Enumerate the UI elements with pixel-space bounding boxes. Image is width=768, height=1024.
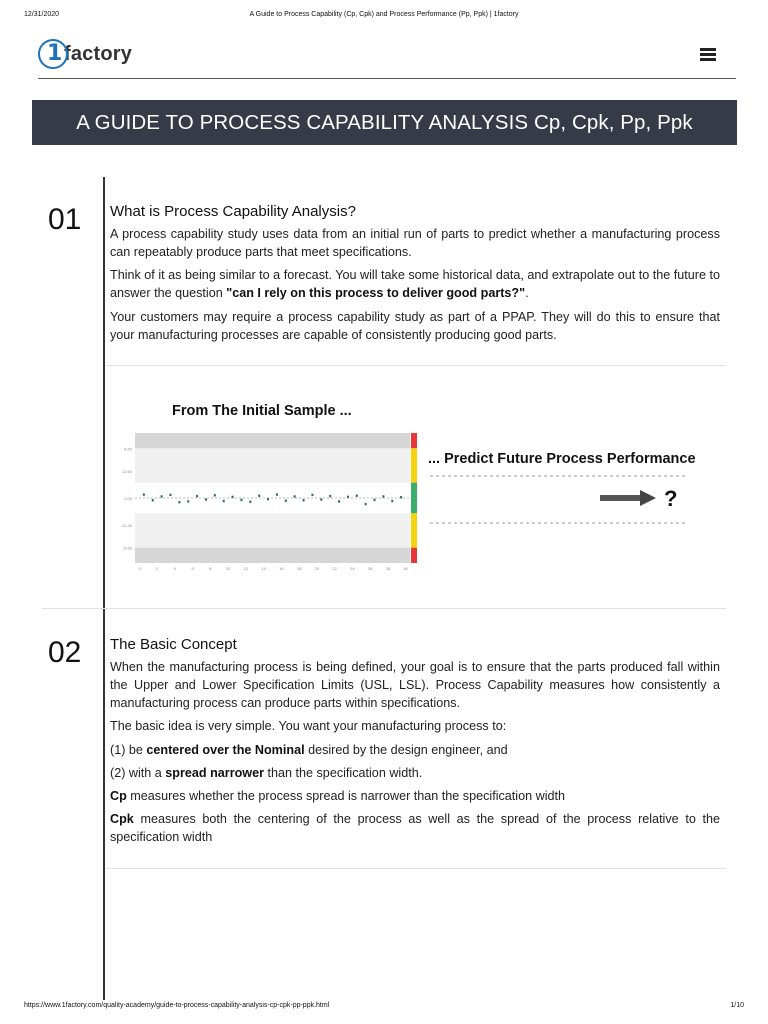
section-heading-2: The Basic Concept: [110, 636, 237, 653]
section-heading-1: What is Process Capability Analysis?: [110, 203, 356, 220]
strip-yellow-bottom: [411, 513, 417, 547]
x-tick-label: 12: [243, 566, 249, 571]
data-point: [347, 496, 349, 498]
strip-red-bottom: [411, 548, 417, 563]
data-point: [303, 499, 305, 501]
print-date: 12/31/2020: [24, 11, 60, 18]
logo-mark: 1: [47, 41, 63, 66]
timeline-line: [103, 177, 105, 1000]
lower-band: [135, 548, 410, 563]
section-separator: [42, 608, 726, 609]
section-number-02: 02: [48, 636, 82, 669]
data-point: [223, 500, 225, 502]
logo-text: factory: [64, 42, 133, 65]
highlight-question: "can I rely on this process to deliver good parts?": [226, 286, 526, 300]
strip-red-top: [411, 433, 417, 448]
print-url[interactable]: https://www.1factory.com/quality-academy/guide-to-process-capability-analysis-cp-cpk-pp-ppk.html: [24, 1002, 330, 1009]
section-separator: [106, 868, 726, 869]
data-point: [232, 496, 234, 498]
data-point: [161, 495, 163, 497]
data-point: [285, 499, 287, 501]
header-divider: [38, 78, 736, 79]
section2-cp-definition: Cp measures whether the process spread is narrower than the specification width: [110, 789, 566, 803]
section2-cpk-definition: Cpk measures both the centering of the process as well as the spread of the process relative to the specification width: [110, 812, 720, 844]
x-tick-label: 4: [173, 566, 177, 571]
x-tick-label: 8: [209, 566, 212, 571]
data-point: [169, 494, 171, 496]
x-tick-label: 30: [403, 566, 408, 571]
x-tick-label: 16: [279, 566, 284, 571]
x-tick-label: 28: [385, 566, 391, 571]
data-point: [356, 495, 358, 497]
upper-band: [135, 433, 410, 448]
figure-left-title: From The Initial Sample ...: [172, 403, 352, 419]
data-point: [187, 500, 189, 502]
section2-item-1: (1) be centered over the Nominal desired by the design engineer, and: [110, 743, 508, 757]
data-point: [196, 495, 198, 497]
logo-circle-icon: [38, 39, 68, 69]
strip-yellow-top: [411, 448, 417, 482]
data-point: [276, 493, 278, 495]
y-tick-label: -12.45: [120, 522, 132, 528]
section1-paragraph-1: A process capability study uses data from an initial run of parts to predict whether a manufacturing process can repeatably produce parts that meet specifications.: [110, 227, 720, 259]
page-title: A GUIDE TO PROCESS CAPABILITY ANALYSIS Cp, Cpk, Pp, Ppk: [76, 111, 693, 134]
section2-item-2: (2) with a spread narrower than the specification width.: [110, 766, 423, 780]
question-mark: ?: [664, 486, 678, 511]
x-tick-label: 20: [314, 566, 320, 571]
print-page-number: 1/10: [730, 1002, 744, 1009]
data-point: [365, 503, 367, 505]
data-point: [178, 501, 180, 503]
data-point: [311, 494, 313, 496]
x-tick-label: 6: [191, 566, 194, 571]
data-point: [214, 494, 216, 496]
data-point: [249, 501, 251, 503]
x-tick-label: 24: [350, 566, 355, 571]
x-tick-label: 22: [332, 566, 337, 571]
arrow-shaft: [600, 495, 642, 501]
y-tick-label: 0.00: [124, 496, 132, 501]
y-tick-label: -6.60: [122, 545, 132, 551]
hamburger-menu-icon[interactable]: [700, 48, 716, 63]
strip-green: [411, 483, 417, 514]
data-point: [374, 499, 376, 501]
x-tick-label: 26: [367, 566, 373, 571]
data-point: [258, 495, 260, 497]
y-tick-label: 6.60: [124, 446, 132, 452]
figure-right-title: ... Predict Future Process Performance: [428, 451, 696, 467]
page-title-banner: [32, 100, 737, 145]
print-page-title: A Guide to Process Capability (Cp, Cpk) and Process Performance (Pp, Ppk) | 1factory: [249, 11, 519, 18]
data-point: [391, 500, 393, 502]
y-tick-label: 12.60: [121, 469, 132, 475]
section1-paragraph-2: Think of it as being similar to a forecast. You will take some historical data, and extrapolate out to the future to answer the question "can I rely on this process to deliver good parts?".: [110, 268, 720, 300]
section-number-01: 01: [48, 203, 82, 236]
data-point: [294, 495, 296, 497]
x-tick-label: 0: [138, 566, 141, 571]
control-chart: [120, 425, 430, 580]
data-point: [400, 496, 402, 498]
data-point: [240, 499, 242, 501]
data-point: [338, 500, 340, 502]
section2-paragraph-1: When the manufacturing process is being defined, your goal is to ensure that the parts produced fall within the Upper and Lower Specification Limits (USL, LSL). Process Capability measures how consistently a manufacturing process can produce parts within specifications.: [110, 660, 720, 710]
site-logo[interactable]: [38, 36, 132, 72]
section-separator: [106, 365, 726, 366]
section2-paragraph-2: The basic idea is very simple. You want your manufacturing process to:: [110, 719, 507, 733]
x-tick-label: 2: [156, 566, 159, 571]
data-point: [143, 493, 145, 495]
forecast-graphic: [420, 470, 690, 528]
data-point: [152, 499, 154, 501]
arrow-right-icon: [640, 490, 656, 506]
data-point: [267, 498, 269, 500]
x-tick-label: 14: [261, 566, 266, 571]
section1-paragraph-3: Your customers may require a process capability study as part of a PPAP. They will do this to ensure that your manufacturing processes are capable of consistently producing good parts.: [110, 310, 720, 342]
x-tick-label: 18: [296, 566, 302, 571]
data-point: [382, 495, 384, 497]
data-point: [320, 498, 322, 500]
x-tick-label: 10: [225, 566, 231, 571]
data-point: [329, 495, 331, 497]
data-point: [205, 498, 207, 500]
